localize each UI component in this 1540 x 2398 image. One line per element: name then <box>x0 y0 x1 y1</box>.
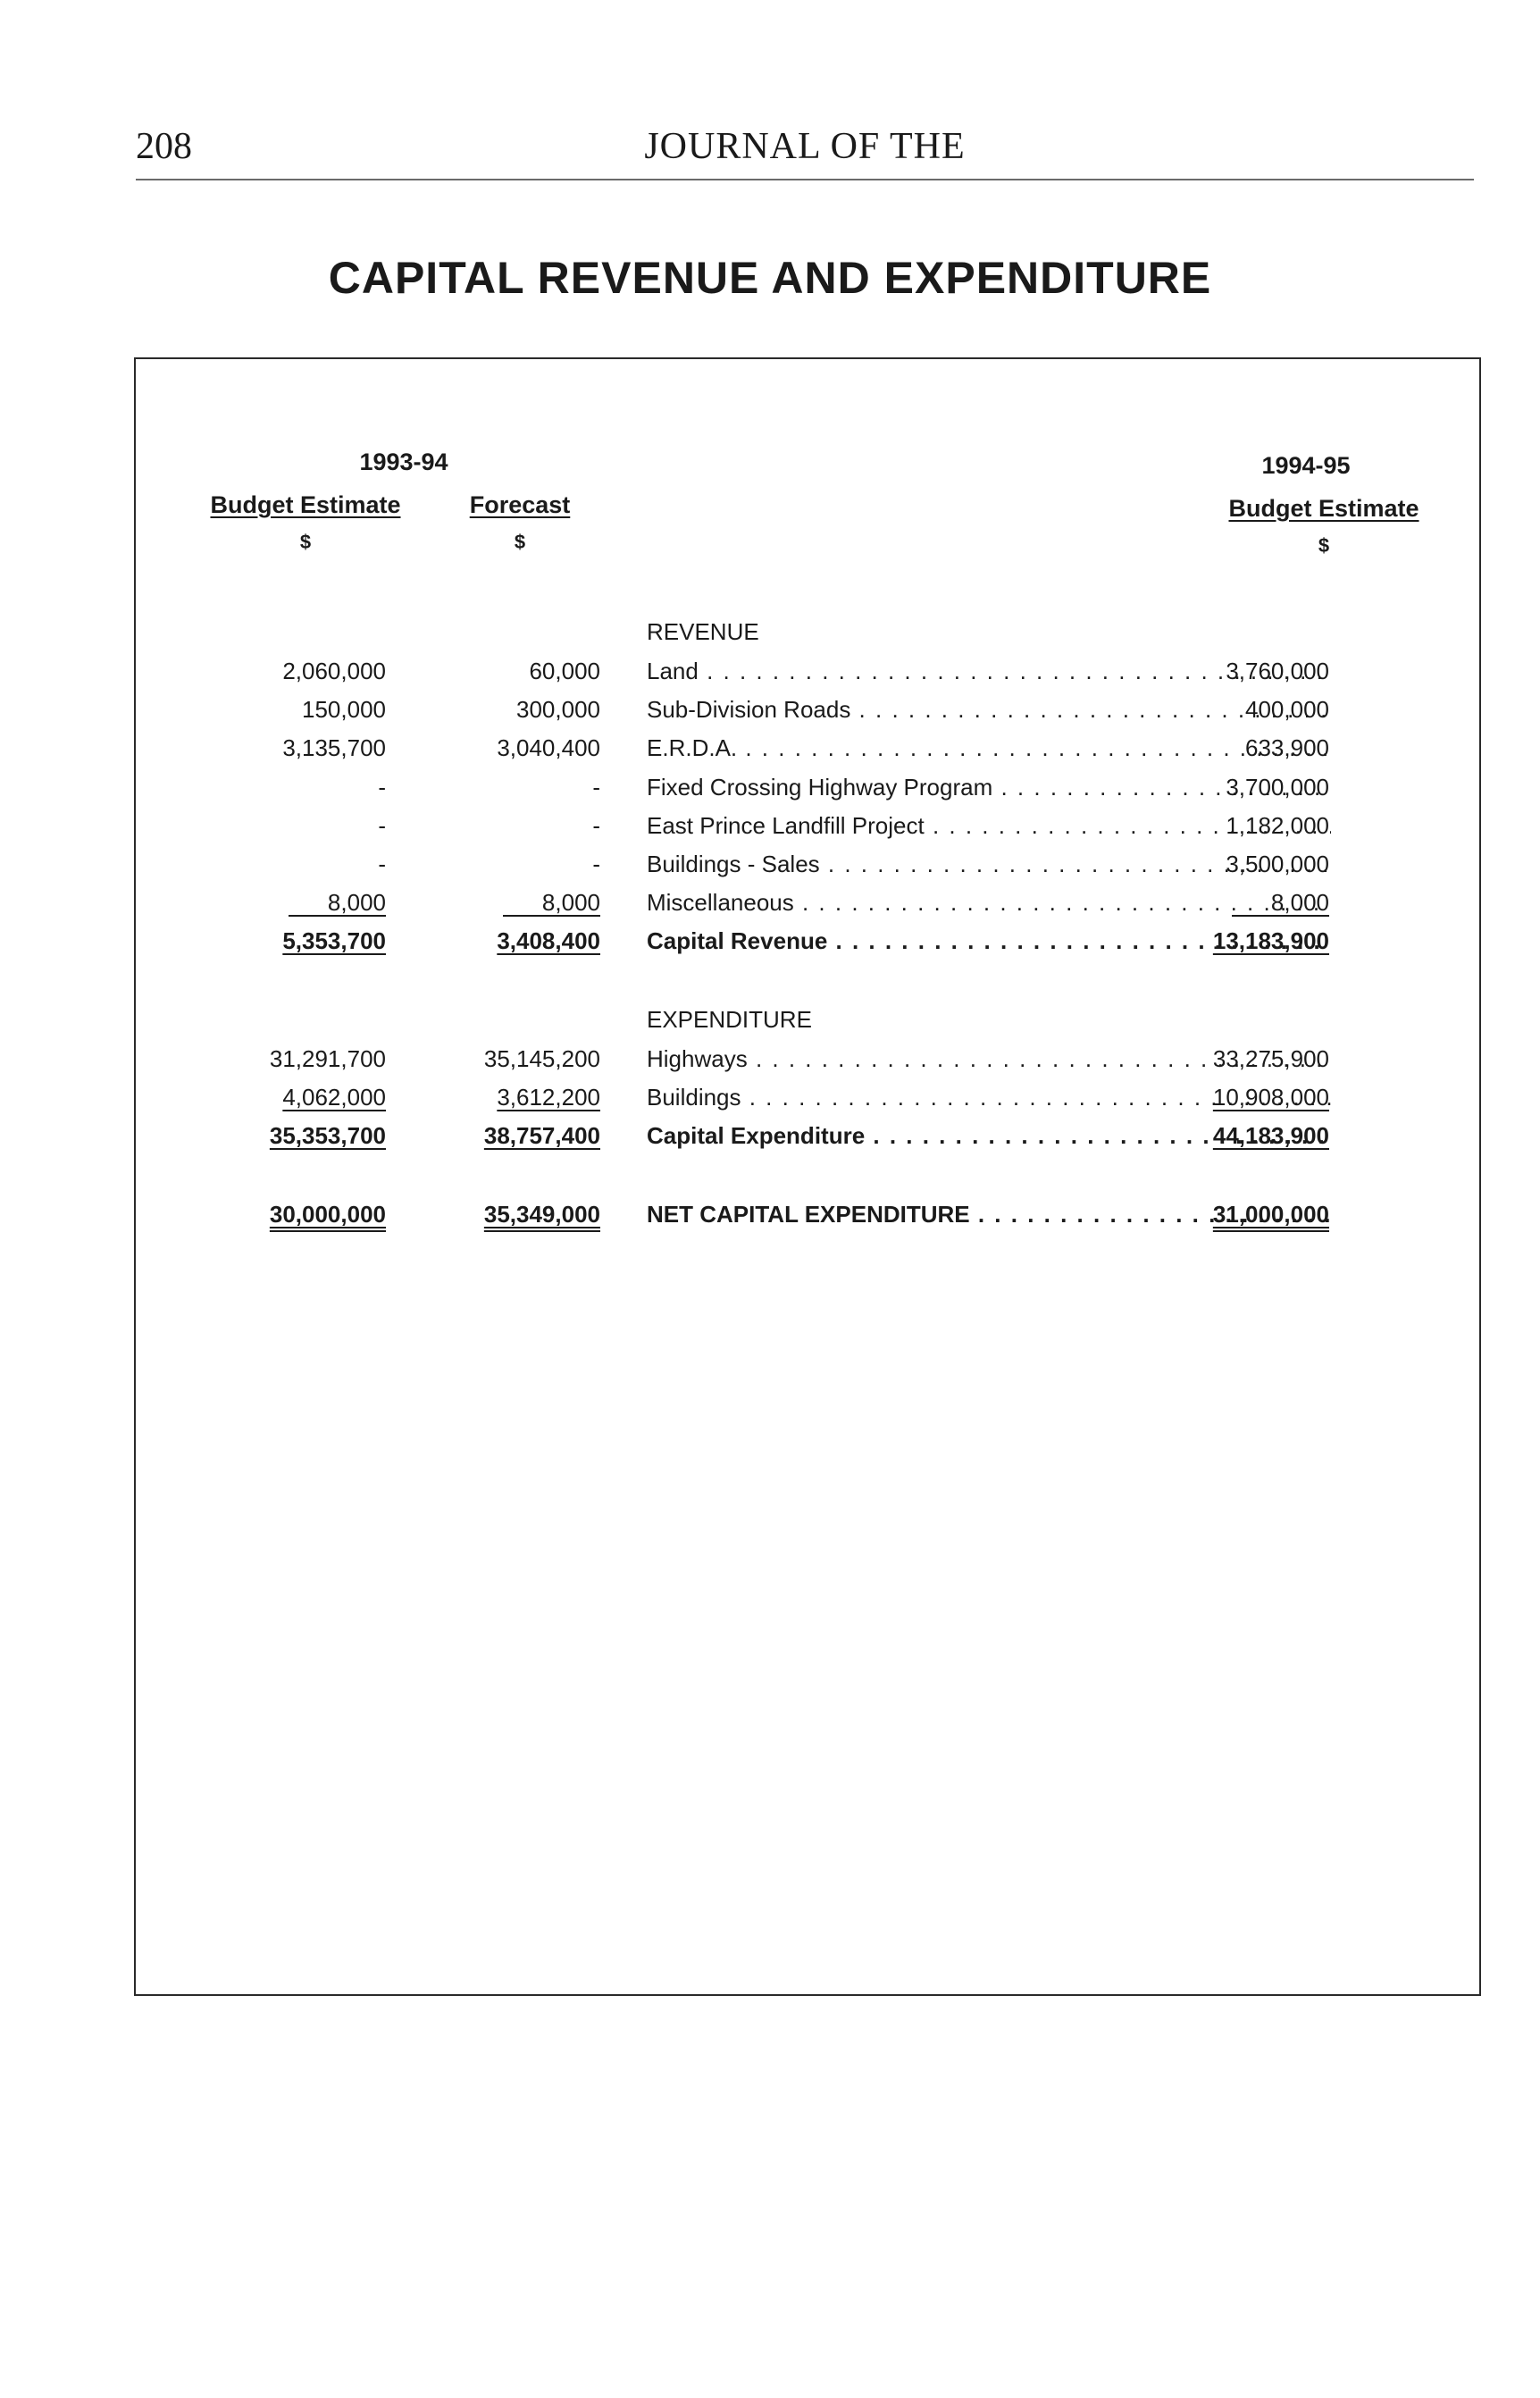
row-label: Land . . . <box>647 658 1331 685</box>
value-budget-1994-95: 1,182,000 <box>1226 812 1329 839</box>
page-header <box>136 125 1474 180</box>
row-label: Capital Expenditure . . . <box>647 1122 1331 1150</box>
value-forecast: - <box>592 851 600 877</box>
table-row <box>136 658 1483 693</box>
value-budget-1994-95: 633,900 <box>1245 734 1329 761</box>
value-budget-1994-95: 400,000 <box>1245 696 1329 723</box>
section-heading: REVENUE <box>647 618 759 645</box>
value-budget-1993-94: 31,291,700 <box>269 1045 386 1072</box>
total-budget-1993-94: 5,353,700 <box>282 927 386 954</box>
total-budget-1993-94: 35,353,700 <box>269 1122 386 1149</box>
period-1994-95: 1994-95 <box>1261 452 1351 479</box>
total-row-capital-revenue <box>136 927 1483 963</box>
value-budget-1994-95: 3,700,000 <box>1226 774 1329 801</box>
row-label: Sub-Division Roads . . . <box>647 696 1331 724</box>
running-head: JOURNAL OF THE <box>644 126 966 167</box>
value-budget-1993-94: 8,000 <box>207 889 386 917</box>
unit-label: $ <box>299 531 312 553</box>
table-row <box>136 696 1483 732</box>
column-header-budget-estimate-1993-94: Budget Estimate <box>210 491 401 518</box>
table-row <box>136 734 1483 770</box>
value-budget-1993-94: - <box>378 812 386 839</box>
table-row <box>136 812 1483 848</box>
table-row <box>136 774 1483 809</box>
value-forecast: - <box>592 774 600 801</box>
value-budget-1994-95: 10,908,000 <box>1212 1084 1329 1111</box>
value-budget-1993-94: - <box>378 774 386 801</box>
period-1993-94: 1993-94 <box>359 449 448 475</box>
total-forecast: 38,757,400 <box>483 1122 600 1149</box>
unit-label: $ <box>1318 534 1330 557</box>
table-row <box>136 851 1483 886</box>
section-heading: EXPENDITURE <box>647 1006 812 1033</box>
total-row-capital-expenditure <box>136 1122 1483 1158</box>
unit-label: $ <box>514 531 526 553</box>
total-budget-1994-95: 13,183,900 <box>1212 927 1329 954</box>
value-forecast: 300,000 <box>516 696 600 723</box>
row-label: Capital Revenue . . . <box>647 927 1331 955</box>
table-row <box>136 889 1483 925</box>
value-budget-1994-95: 3,760,000 <box>1226 658 1329 684</box>
total-forecast: 3,408,400 <box>497 927 600 954</box>
row-label: E.R.D.A. . . . <box>647 734 1331 762</box>
row-label: Highways . . . <box>647 1045 1331 1073</box>
value-budget-1993-94: - <box>378 851 386 877</box>
row-label: Miscellaneous . . . <box>647 889 1331 917</box>
column-header-forecast: Forecast <box>469 491 571 518</box>
value-budget-1994-95: 8,000 <box>1136 889 1329 917</box>
section-heading-expenditure <box>136 1006 1483 1042</box>
value-budget-1994-95: 3,500,000 <box>1226 851 1329 877</box>
net-forecast: 35,349,000 <box>483 1201 600 1228</box>
value-forecast: 8,000 <box>422 889 600 917</box>
value-budget-1993-94: 3,135,700 <box>282 734 386 761</box>
net-budget-1994-95: 31,000,000 <box>1212 1201 1329 1228</box>
value-forecast: 3,612,200 <box>497 1084 600 1111</box>
net-budget-1993-94: 30,000,000 <box>269 1201 386 1228</box>
value-budget-1993-94: 150,000 <box>302 696 386 723</box>
total-budget-1994-95: 44,183,900 <box>1212 1122 1329 1149</box>
value-forecast: 35,145,200 <box>483 1045 600 1072</box>
row-label: Buildings . . . <box>647 1084 1331 1111</box>
financial-table <box>134 357 1481 1996</box>
section-heading-revenue <box>136 618 1483 654</box>
value-forecast: 3,040,400 <box>497 734 600 761</box>
value-budget-1994-95: 33,275,900 <box>1212 1045 1329 1072</box>
row-label: Buildings - Sales . . . <box>647 851 1331 878</box>
total-row-net-capital-expenditure <box>136 1201 1483 1237</box>
value-budget-1993-94: 2,060,000 <box>282 658 386 684</box>
column-header-budget-estimate-1994-95: Budget Estimate <box>1228 495 1419 522</box>
table-row <box>136 1045 1483 1081</box>
page-title: CAPITAL REVENUE AND EXPENDITURE <box>328 253 1212 303</box>
page-number: 208 <box>136 126 192 167</box>
row-label: Fixed Crossing Highway Program . . . <box>647 774 1331 801</box>
value-budget-1993-94: 4,062,000 <box>282 1084 386 1111</box>
row-label: East Prince Landfill Project . . . <box>647 812 1331 840</box>
row-label: NET CAPITAL EXPENDITURE . . . <box>647 1201 1331 1228</box>
table-row <box>136 1084 1483 1119</box>
value-forecast: 60,000 <box>529 658 600 684</box>
value-forecast: - <box>592 812 600 839</box>
